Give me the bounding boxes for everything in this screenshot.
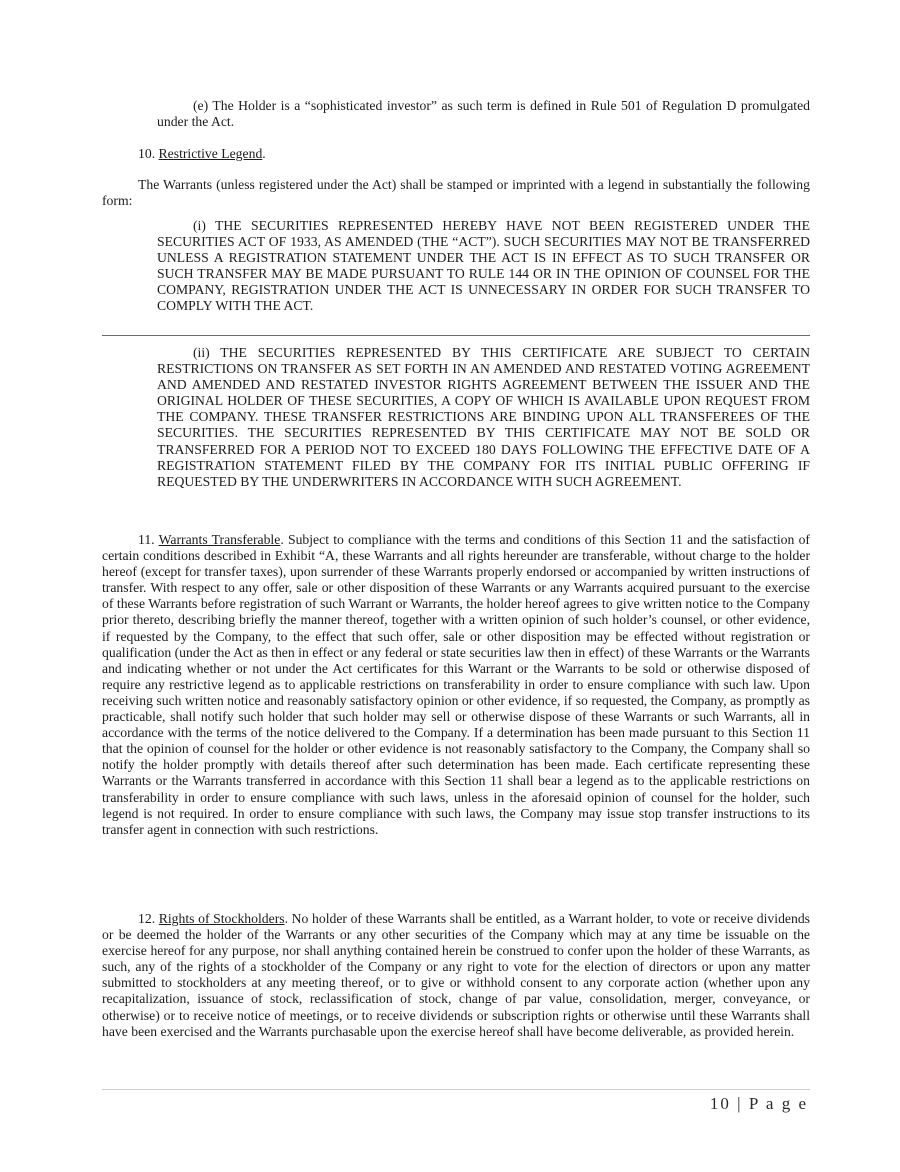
section-12-title: Rights of Stockholders: [158, 911, 285, 926]
paragraph-e: (e) The Holder is a “sophisticated investor” as such term is defined in Rule 501 of Regulation D promulgated under the Act.: [157, 98, 810, 130]
section-11-number: 11.: [138, 532, 155, 547]
section-12-number: 12.: [138, 911, 156, 926]
section-10-number: 10.: [138, 146, 156, 161]
section-10-heading: 10. Restrictive Legend.: [138, 146, 266, 161]
page-label: P a g e: [748, 1094, 808, 1113]
section-12-body: . No holder of these Warrants shall be entitled, as a Warrant holder, to vote or receive dividends or be deemed the holder of the Warrants or any other securities of the Company which may at any time be issuable on the exercise hereof for any purpose, nor shall anything contained herein be construed to confer upon the holder of these Warrants, as such, any of the rights of a stockholder of the Company or any right to vote for the election of directors or upon any matter submitted to stockholders at any meeting thereof, or to give or withhold consent to any corporate action (whether upon any recapitalization, issuance of stock, reclassification of stock, change of par value, consolidation, merger, conveyance, or otherwise) or to receive notice of meetings, or to receive dividends or subscription rights or otherwise until these Warrants shall have been exercised and the Warrants purchasable upon the exercise hereof shall have become deliverable, as provided herein.: [102, 911, 811, 1039]
section-11-body: . Subject to compliance with the terms and conditions of this Section 11 and the satisfaction of certain conditions described in Exhibit “A, these Warrants and all rights hereunder are transferable, without charge to the holder hereof (except for transfer taxes), upon surrender of these Warrants properly endorsed or accompanied by written instructions of transfer. With respect to any offer, sale or other disposition of these Warrants or any Warrants acquired pursuant to the exercise of these Warrants before registration of such Warrant or Warrants, the holder hereof agrees to give written notice to the Company prior thereto, describing briefly the manner thereof, together with a written opinion of such holder’s counsel, or other evidence, if requested by the Company, to the effect that such offer, sale or other disposition may be effected without registration or qualification (under the Act as then in effect or any federal or state securities law then in effect) of these Warrants or the Warrants and indicating whether or not under the Act certificates for this Warrant or the Warrants to be sold or otherwise disposed of require any restrictive legend as to applicable restrictions on transferability in order to ensure compliance with such law. Upon receiving such written notice and reasonably satisfactory opinion or other evidence, if so requested, the Company, as promptly as practicable, shall notify such holder that such holder may sell or otherwise dispose of these Warrants or such Warrants, all in accordance with the terms of the notice delivered to the Company. If a determination has been made pursuant to this Section 11 that the opinion of counsel for the holder or other evidence is not reasonably satisfactory to the Company, the Company shall so notify the holder promptly with details thereof after such determination has been made. Each certificate representing these Warrants or the Warrants transferred in accordance with this Section 11 shall bear a legend as to the applicable restrictions on transferability in order to ensure compliance with such laws, unless in the aforesaid opinion of counsel for the holder, such legend is not required. In order to ensure compliance with such laws, the Company may issue stop transfer instructions to its transfer agent in connection with such restrictions.: [102, 532, 810, 837]
section-11-title: Warrants Transferable: [158, 532, 281, 547]
footer-line: [102, 1089, 810, 1090]
legend-i: (i) THE SECURITIES REPRESENTED HEREBY HAVE NOT BEEN REGISTERED UNDER THE SECURITIES ACT OF 1933, AS AMENDED (THE “ACT”). SUCH SECURITIES MAY NOT BE TRANSFERRED UNLESS A REGISTRATION STATEMENT UNDER THE ACT IS IN EFFECT AS TO SUCH TRANSFER OR SUCH TRANSFER MAY BE MADE PURSUANT TO RULE 144 OR IN THE OPINION OF COUNSEL FOR THE COMPANY, REGISTRATION UNDER THE ACT IS UNNECESSARY IN ORDER FOR SUCH TRANSFER TO COMPLY WITH THE ACT.: [157, 218, 810, 314]
page-number: 10: [709, 1094, 731, 1113]
separator-line: [102, 335, 810, 336]
page-footer: [710, 1094, 808, 1114]
section-10-intro: The Warrants (unless registered under the Act) shall be stamped or imprinted with a legend in substantially the following form:: [102, 177, 810, 209]
section-11: [102, 532, 810, 838]
section-12: [102, 911, 810, 1040]
section-10-title: Restrictive Legend: [158, 146, 263, 161]
legend-ii: (ii) THE SECURITIES REPRESENTED BY THIS CERTIFICATE ARE SUBJECT TO CERTAIN RESTRICTIONS ON TRANSFER AS SET FORTH IN AN AMENDED AND RESTATED VOTING AGREEMENT AND AMENDED AND RESTATED INVESTOR RIGHTS AGREEMENT BETWEEN THE ISSUER AND THE ORIGINAL HOLDER OF THESE SECURITIES, A COPY OF WHICH IS AVAILABLE UPON REQUEST FROM THE COMPANY. THESE TRANSFER RESTRICTIONS ARE BINDING UPON ALL TRANSFEREES OF THE SECURITIES. THE SECURITIES REPRESENTED BY THIS CERTIFICATE MAY NOT BE SOLD OR TRANSFERRED FOR A PERIOD NOT TO EXCEED 180 DAYS FOLLOWING THE EFFECTIVE DATE OF A REGISTRATION STATEMENT FILED BY THE COMPANY FOR ITS INITIAL PUBLIC OFFERING IF REQUESTED BY THE UNDERWRITERS IN ACCORDANCE WITH SUCH AGREEMENT.: [157, 345, 810, 489]
page-separator: |: [737, 1094, 743, 1113]
